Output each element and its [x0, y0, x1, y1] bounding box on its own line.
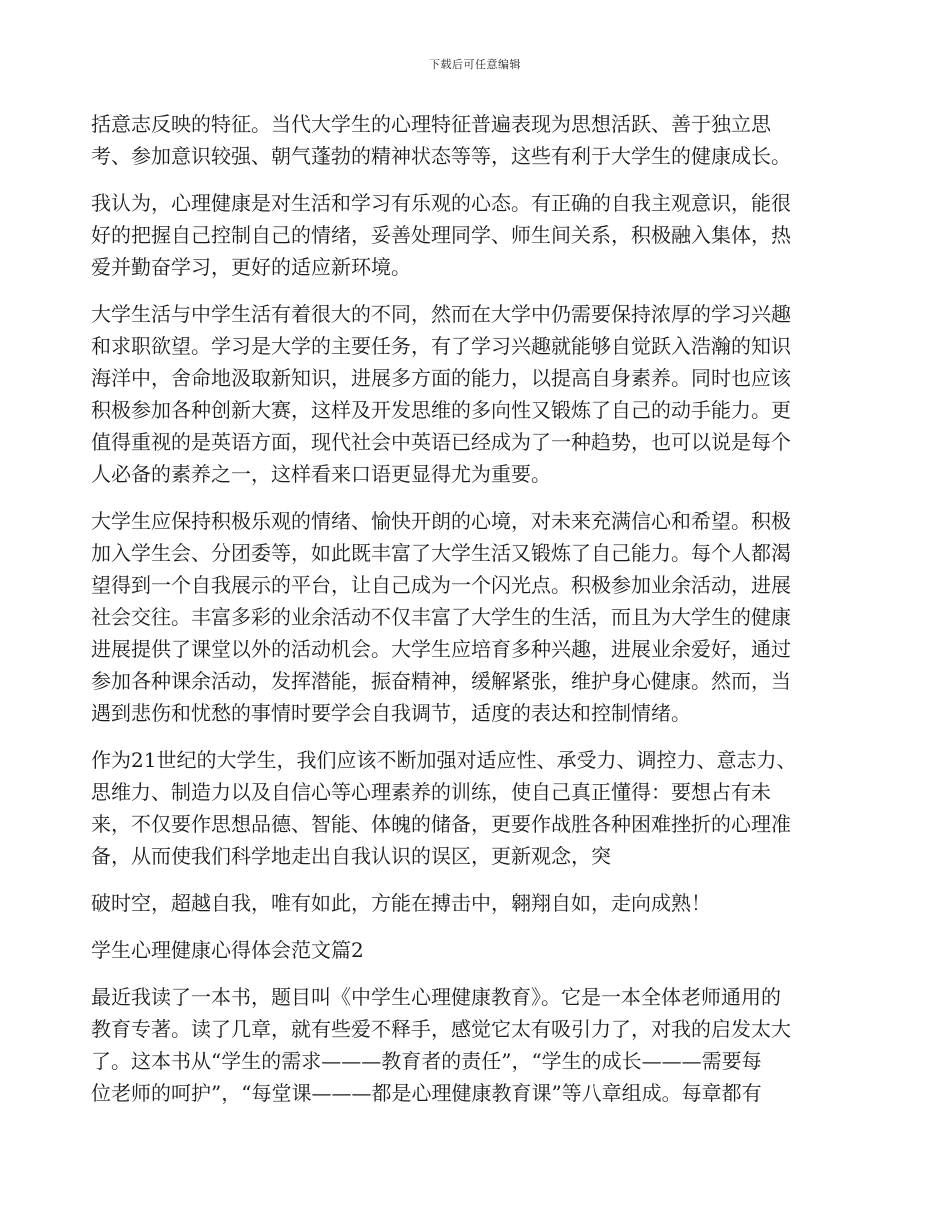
text-line: 大学生应保持积极乐观的情绪、愉快开朗的心境，对未来充满信心和希望。积极 [91, 509, 791, 533]
text-line: 位老师的呵护”，“每堂课———都是心理健康教育课”等八章组成。每章都有 [91, 1081, 762, 1105]
page-header: 下载后可任意编辑 [429, 58, 521, 71]
text-line: 思维力、制造力以及自信心等心理素养的训练，使自己真正懂得：要想占有未 [91, 780, 771, 804]
text-line: 考、参加意识较强、朝气蓬勃的精神状态等等，这些有利于大学生的健康成长。 [91, 144, 791, 168]
text-line: 括意志反映的特征。当代大学生的心理特征普遍表现为思想活跃、善于独立思 [91, 112, 771, 136]
text-line: 好的把握自己控制自己的情绪，妥善处理同学、师生间关系，积极融入集体，热 [91, 223, 791, 247]
section-heading [91, 934, 863, 966]
text-line: 破时空，超越自我，唯有如此，方能在搏击中，翱翔自如，走向成熟！ [91, 891, 711, 915]
text-line: 遇到悲伤和忧愁的事情时要学会自我调节，适度的表达和控制情绪。 [91, 701, 691, 725]
paragraph [91, 887, 863, 919]
text-line: 积极参加各种创新大赛，这样及开发思维的多向性又锻炼了自己的动手能力。更 [91, 398, 791, 422]
text-line: 望得到一个自我展示的平台，让自己成为一个闪光点。积极参加业余活动，进展 [91, 573, 791, 597]
paragraph [91, 187, 863, 283]
text-line: 加入学生会、分团委等，如此既丰富了大学生活又锻炼了自己能力。每个人都渴 [91, 541, 791, 565]
paragraph [91, 108, 863, 172]
text-line: 爱并勤奋学习，更好的适应新环境。 [91, 255, 411, 279]
text-line: 值得重视的是英语方面，现代社会中英语已经成为了一种趋势，也可以说是每个 [91, 430, 791, 454]
text-line: 最近我读了一本书，题目叫《中学生心理健康教育》。它是一本全体老师通用的 [91, 985, 781, 1009]
text-line: 教育专著。读了几章，就有些爱不释手，感觉它太有吸引力了，对我的启发太大 [91, 1017, 791, 1041]
text-line: 人必备的素养之一，这样看来口语更显得尤为重要。 [91, 462, 551, 486]
text-line: 作为21世纪的大学生，我们应该不断加强对适应性、承受力、调控力、意志力、 [91, 748, 797, 772]
text-line: 学生心理健康心得体会范文篇2 [91, 938, 364, 962]
text-line: 社会交往。丰富多彩的业余活动不仅丰富了大学生的生活，而且为大学生的健康 [91, 605, 791, 629]
document-body [91, 108, 863, 1124]
text-line: 了。这本书从“学生的需求———教育者的责任”，“学生的成长———需要每 [91, 1049, 762, 1073]
text-line: 进展提供了课堂以外的活动机会。大学生应培育多种兴趣，进展业余爱好，通过 [91, 637, 791, 661]
paragraph [91, 505, 863, 729]
text-line: 我认为，心理健康是对生活和学习有乐观的心态。有正确的自我主观意识，能很 [91, 191, 791, 215]
paragraph [91, 298, 863, 490]
paragraph [91, 981, 863, 1109]
text-line: 海洋中，舍命地汲取新知识，进展多方面的能力，以提高自身素养。同时也应该 [91, 366, 791, 390]
text-line: 大学生活与中学生活有着很大的不同，然而在大学中仍需要保持浓厚的学习兴趣 [91, 302, 791, 326]
text-line: 备，从而使我们科学地走出自我认识的误区，更新观念，突 [91, 844, 611, 868]
paragraph [91, 744, 863, 872]
text-line: 和求职欲望。学习是大学的主要任务，有了学习兴趣就能够自觉跃入浩瀚的知识 [91, 334, 791, 358]
text-line: 参加各种课余活动，发挥潜能，振奋精神，缓解紧张，维护身心健康。然而，当 [91, 669, 791, 693]
text-line: 来，不仅要作思想品德、智能、体魄的储备，更要作战胜各种困难挫折的心理准 [91, 812, 791, 836]
